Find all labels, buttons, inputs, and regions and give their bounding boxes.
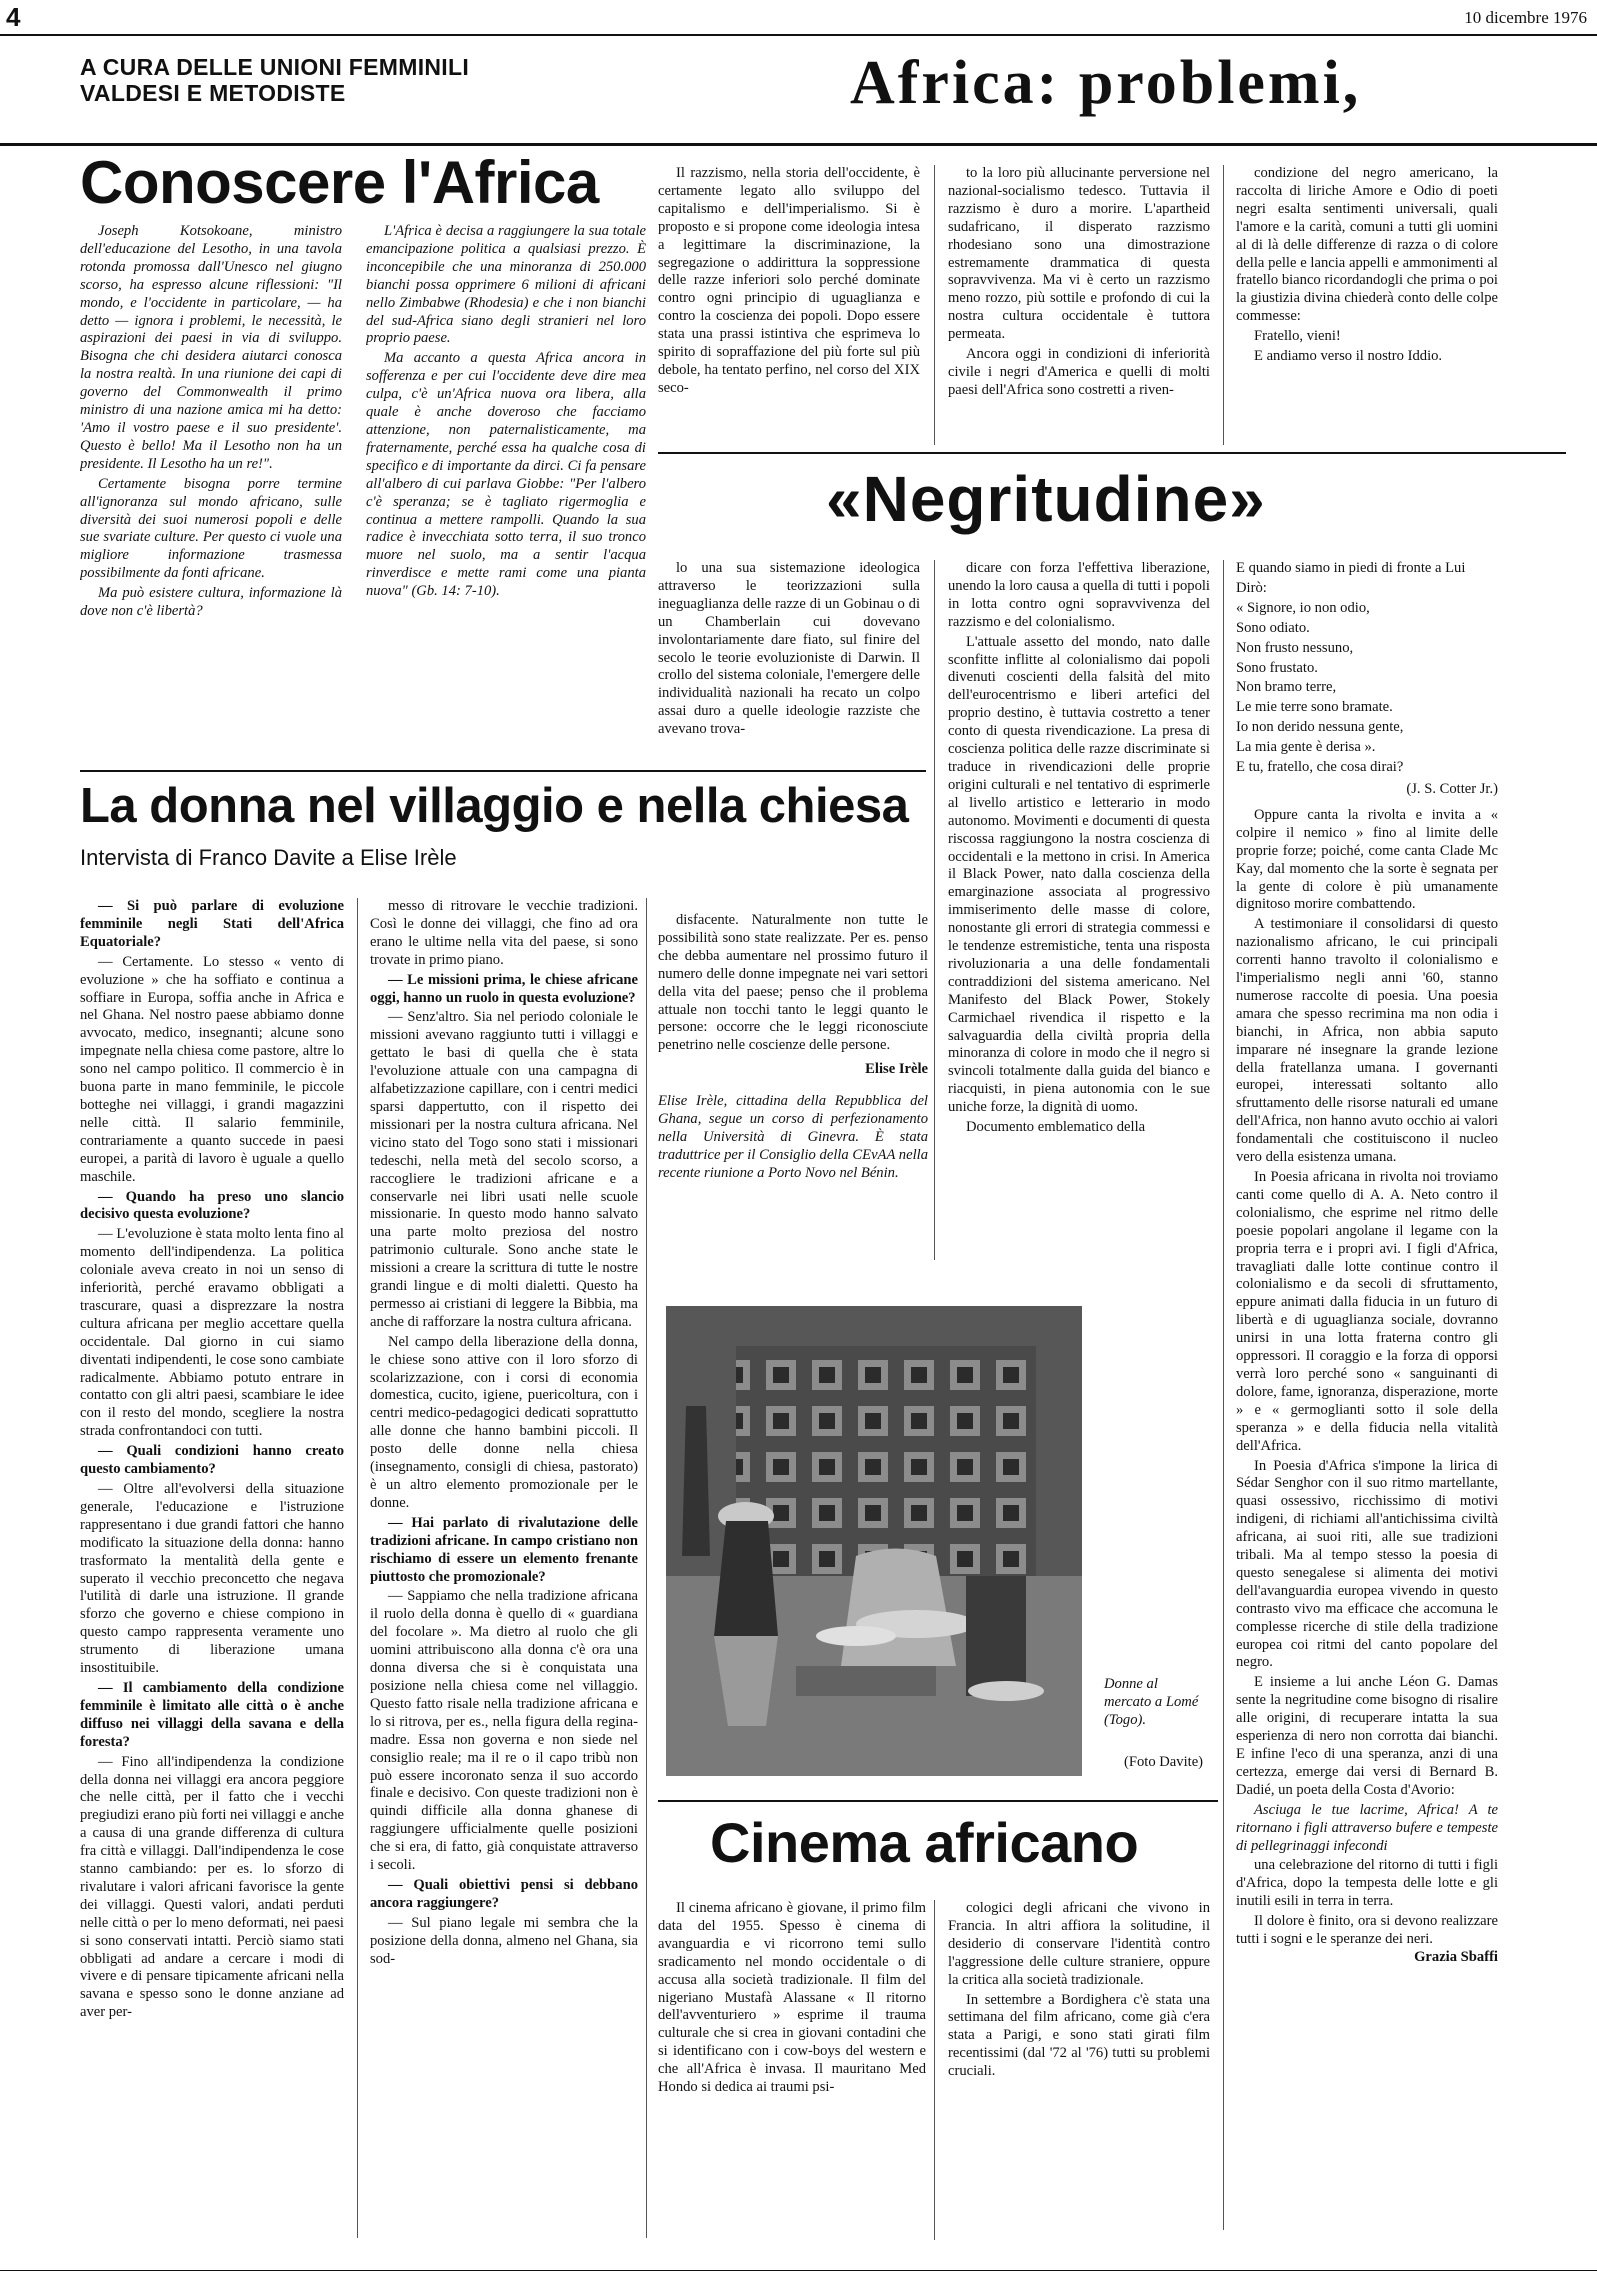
banner-rule [0,143,1597,146]
interview-answer: — Senz'altro. Sia nel periodo coloniale le missioni avevano raggiunto tutti i villaggi e gettato le basi di quella che è stata l'evoluzione attuale con una campagna di alfabetizzazione capillare, con i centri medici sparsi dappertutto, con il rispetto dei missionari per la nostra cultura africana. Nel vicino stato del Togo sono stati i missionari tedeschi, nella metà del secolo scorso, a raccogliere le tradizioni africane e a conservarle nei libri usati nelle scuole missionarie. In questo modo hanno salvato una parte molto preziosa del nostro patrimonio culturale. Sono anche state le missioni a creare la scrittura di tutte le nostre grandi lingue e di molti dialetti. Questo ha permesso ai cristiani di leggere la Bibbia, ma anche di rafforzare la nostra cultura africana. [370,1009,638,1330]
column-rule [934,1900,935,2240]
column-rule [934,560,935,1260]
interview-signature: Elise Irèle [865,1061,928,1078]
interview-answer: messo di ritrovare le vecchie tradizioni. Così le donne dei villaggi, che fino ad ora erano le ultime nella vita del paese, si sono trovate in primo piano. [370,898,638,968]
negritudine-paragraph: lo una sua sistemazione ideologica attraverso le teorizzazioni sulla ineguaglianza delle razze di un Gobinau o di un Chamberlain cui dovevano involontariamente dare fiato, sul finire del secolo le teorie evoluzioniste di Darwin. Il crollo del sistema coloniale, l'emergere delle individualità nazionali ha recato un colpo assai duro a quelle ideologie razziste che avevano trova- [658,560,920,738]
poem-line: « Signore, io non odio, [1236,599,1370,616]
donna-col-2 [370,898,638,2238]
interview-answer: — Sappiamo che nella tradizione africana il ruolo della donna è quello di « guardiana del focolare ». Ma dietro al ruolo che gli uomini attribuiscono alla donna c'è ora una donna diversa che si è conquistata una posizione nella chiesa come nel villaggio. Questo fatto risale nella tradizione africana e lo si ritrova, per es., nella figura della regina-madre. Essa non governa e non siede nel consiglio reale; ma il re o il capo tribù non può essere incoronato senza il suo accordo finale e decisivo. Con queste tradizioni non è quindi difficile alla donna ghanese di raggiungere ufficialmente quelle posizioni che si era, di fatto, già conquistate attraverso i secoli. [370,1588,638,1874]
donna-title: La donna nel villaggio e nella chiesa [80,779,909,833]
interview-question: — Quando ha preso uno slancio decisivo questa evoluzione? [80,1188,344,1223]
column-rule [646,898,647,2238]
column-rule [934,165,935,445]
article-author: Grazia Sbaffi [1414,1948,1498,1965]
conoscere-title: Conoscere l'Africa [80,149,599,216]
footer-rule [0,2270,1597,2271]
negritudine-rule [658,452,1566,454]
issue-date: 10 dicembre 1976 [1464,8,1587,27]
poem-line: Sono odiato. [1236,619,1310,636]
conoscere-paragraph: Ma accanto a questa Africa ancora in sofferenza e per cui l'occidente deve dire mea culpa, c'è un'Africa nuova ora libera, alla quale è anche doveroso che facciamo attenzione, non paternalisticamente, ma fraternamente, perché essa ha qualche cosa di specifico e di importante da dirci. Ci fa pensare all'albero di cui parlava Giobbe: "Per l'albero c'è speranza; se è tagliato rigermoglia e continua a mettere rampolli. Quando la sua radice è invecchiata sotto terra, il suo tronco muore nel suolo, ma a sentir l'acqua rinverdisce e mette rami come una pianta nuova" (Gb. 14: 7-10). [366,350,646,600]
interview-question: — Quali obiettivi pensi si debbano ancora raggiungere? [370,1876,638,1911]
negritudine-paragraph: Il razzismo, nella storia dell'occidente, è certamente legato allo sviluppo del capitalismo e dell'imperialismo. Si è proposto e si propone come ideologia intesa a legittimare la discriminazione, la segregazione o addirittura la soppressione delle razze inferiori solo perché dominate contro ogni principio di uguaglianza e contro la coscienza dei popoli. Dopo essere stata una prassi istintiva che esprimeva lo spirito di sopraffazione del più forte sul più debole, ha tentato perfino, nel corso del XIX seco- [658,165,920,396]
cinema-paragraph: Il cinema africano è giovane, il primo film data del 1955. Spesso è cinema di avanguardia e vi ricorrono temi sullo sradicamento nel mondo occidentale o di accusa alla società tradizionale. Il film del nigeriano Mustafà Alassane « Il ritorno dell'avventuriero » esprime il trauma culturale che si crea in giovani contadini che si identificano con i cow-boys del western e che all'Africa è invasa. Il mauritano Med Hondo si dedica ai traumi psi- [658,1900,926,2096]
cotter-poem [1236,560,1498,777]
conoscere-paragraph: L'Africa è decisa a raggiungere la sua totale emancipazione politica a qualsiasi prezzo. È inconcepibile che una minoranza di 250.000 bianchi possa opprimere 6 milioni di africani nello Zimbabwe (Rhodesia) e che i non bianchi del sud-Africa siano degli stranieri nel loro proprio paese. [366,223,646,347]
conoscere-col-1 [80,223,342,763]
interview-question: — Hai parlato di rivalutazione delle tradizioni africane. In campo cristiano non rischiamo di essere un elemento frenante piuttosto che promozionale? [370,1514,638,1585]
cinema-title: Cinema africano [710,1811,1139,1874]
conoscere-col-2 [366,223,646,763]
negritudine-col-b [948,560,1210,1255]
donna-col-3 [658,912,928,1242]
column-rule [1223,165,1224,445]
cinema-paragraph: cologici degli africani che vivono in Francia. In altri affiora la solitudine, il desiderio di conservare l'identità contro l'aggressione delle culture straniere, oppure la critica alla società tradizionale. [948,1900,1210,1988]
market-scene-illustration [666,1306,1082,1776]
interview-answer: — Oltre all'evolversi della situazione generale, l'educazione e l'istruzione rappresentano i due grandi fattori che hanno modificato la situazione della donna: hanno trasformato la mentalità della gente e superato il vecchio preconcetto che negava l'utilità di darle una istruzione. Il grande sforzo che governo e chiese compiono in questo campo rappresenta veramente uno strumento di liberazione umana insostituibile. [80,1481,344,1677]
banner-headline: Africa: problemi, [850,49,1362,117]
negritudine-paragraph: E andiamo verso il nostro Iddio. [1254,348,1443,365]
negritudine-title: «Negritudine» [826,463,1266,535]
poem-line: Non frusto nessuno, [1236,639,1354,656]
negritudine-quote: Fratello, vieni! [1254,328,1341,345]
section-label [80,54,469,106]
cinema-col-2 [948,1900,1210,2240]
conoscere-paragraph: Ma può esistere cultura, informazione là dove non c'è libertà? [80,585,342,620]
poem-line: E quando siamo in piedi di fronte a Lui [1236,560,1466,576]
negritudine-paragraph: condizione del negro americano, la raccolta di liriche Amore e Odio di poeti negri esalta sentimenti universali, quali l'amore e la carità, comuni a tutti gli uomini al di là delle differenze di razza o di colore della pelle e lancia appelli e ammonimenti al fratello bianco ricordandogli che prima o poi la giustizia divina chiederà conto delle colpe commesse: [1236,165,1498,325]
interview-question: — Si può parlare di evoluzione femminile negli Stati dell'Africa Equatoriale? [80,898,344,950]
poem-line: La mia gente è derisa ». [1236,739,1376,756]
negritudine-paragraph: Documento emblematico della [966,1119,1146,1136]
interview-answer: disfacente. Naturalmente non tutte le possibilità sono state realizzate. Per es. penso che debba aumentare nel prossimo futuro il numero delle donne impegnate nei vari settori della vita del paese; penso che il problema attuale non tocchi tanto le leggi quanto le persone: occorre che le leggi riconosciute penetrino nelle coscienze delle persone. [658,912,928,1054]
donna-rule [80,770,926,772]
page-number: 4 [6,2,21,32]
column-rule [1223,560,1224,2230]
interview-answer: — Fino all'indipendenza la condizione della donna nei villaggi era ancora peggiore che nelle città, per il fatto che i vecchi pregiudizi erano più forti nei villaggi e anche a causa di una grande differenza di cultura fra città e villaggi. Dall'indipendenza le cose stanno cambiando: per es. lo sforzo di rivalutare i valori africani favorisce la gente dei villaggi. Questi valori, andati perduti nelle città o per lo meno deformati, nei paesi si sono conservati intatti. Perciò siamo stati obbligati ad andare a cercare i modi di vivere e di pensare tipicamente africani nella savana e spesso sono le donne anziane ad aver per- [80,1753,344,2021]
negritudine-paragraph: E insieme a lui anche Léon G. Damas sente la negritudine come bisogno di risalire alle origini, di recuperare intatta la sua esperienza di nero non corrotta dai bianchi. E infine l'eco di una speranza, anzi di una certezza, emerge dai versi di Bernard B. Dadié, un poeta della Costa d'Avorio: [1236,1674,1498,1798]
negritudine-col-a [658,560,920,765]
cinema-col-1 [658,1900,926,2240]
interview-question: — Le missioni prima, le chiese africane oggi, hanno un ruolo in questa evoluzione? [370,971,638,1006]
negritudine-paragraph: Oppure canta la rivolta e invita a « colpire il nemico » fino al limite delle proprie forze; poiché, come canta Clade Mc Kay, dal momento che la sorte è segnata per la gente di colore è più umanamente dignitoso morire combattendo. [1236,806,1498,913]
interview-answer: — Sul piano legale mi sembra che la posizione della donna, almeno nel Ghana, sia sod- [370,1914,638,1967]
poem-author: (J. S. Cotter Jr.) [1406,780,1498,797]
cinema-rule [658,1800,1218,1802]
poem-line: Io non derido nessuna gente, [1236,719,1404,736]
poem-line: E tu, fratello, che cosa dirai? [1236,759,1404,776]
section-line-1: A CURA DELLE UNIONI FEMMINILI [80,54,470,80]
poem-line: Non bramo terre, [1236,679,1337,696]
donna-subtitle: Intervista di Franco Davite a Elise Irèle [80,845,457,870]
poem-line: Dirò: [1236,579,1267,596]
section-line-2: VALDESI E METODISTE [80,80,346,106]
header-rule [0,34,1597,36]
photo-credit: (Foto Davite) [1124,1754,1204,1770]
interview-question: — Quali condizioni hanno creato questo cambiamento? [80,1443,344,1478]
dadie-verse: Asciuga le tue lacrime, Africa! A te ritornano i figli attraverso bufere e tempeste di pellegrinaggi infecondi [1236,1801,1498,1854]
conoscere-paragraph: Joseph Kotsokoane, ministro dell'educazione del Lesotho, in una tavola rotonda promossa dall'Unesco nel giugno scorso, ha espresso alcune riflessioni: "Il mondo, e l'occidente in particolare, — ha detto — ignora i problemi, le necessità, le aspirazioni dei paesi in via di sviluppo. Bisogna che chi desidera aiutarci conosca la nostra realtà. In una riunione dei capi di governo del Commonwealth il primo ministro di una nazione amica mi ha detto: 'Amo il vostro paese e il suo presidente'. Questo è bello! Ma il Lesotho non ha un presidente. Il Lesotho ha un re!". [80,223,342,472]
conoscere-paragraph: Certamente bisogna porre termine all'ignoranza sul mondo africano, sulle diversità dei suoi numerosi popoli e delle sue svariate culture. Per questo ci vuole una migliore informazione trasmessa possibilmente da fonti africane. [80,475,342,582]
cinema-paragraph: In settembre a Bordighera c'è stata una settimana del film africano, come già c'era stata a Parigi, e sono stati girati film recentissimi (dal '72 al '76) tutti su problemi cruciali. [948,1991,1210,2080]
interviewee-bio: Elise Irèle, cittadina della Repubblica del Ghana, segue un corso di perfezionamento nella Università di Ginevra. È stata traduttrice per il Consiglio della CEvAA nella recente riunione a Porto Novo nel Bénin. [658,1093,928,1181]
negritudine-top-col-3 [1236,165,1498,447]
negritudine-top-col-1 [658,165,920,447]
poem-line: Sono frustato. [1236,659,1318,676]
negritudine-paragraph: A testimoniare il consolidarsi di questo nazionalismo africano, le cui principali correnti hanno travolto il colonialismo e l'imperialismo negli anni '60, stanno numerose raccolte di poesia. Una poesia amara che spesso recrimina ma non odia i bianchi, in Africa, non abbia saputo imparare né insegnare la grande lezione della fratellanza umana. I governanti europei, interessati soltanto allo sfruttamento delle risorse naturali ed umane dell'Africa, non hanno avuto occhio ai valori fondamentali che costituiscono il nucleo vero della esistenza umana. [1236,916,1498,1166]
interview-answer: — Certamente. Lo stesso « vento di evoluzione » che ha soffiato e continua a soffiare in Europa, soffia anche in Africa e nel Ghana. Nel nostro paese abbiamo donne avvocato, medico, insegnanti; alcune sono impegnate nella chiesa come pastore, altre lo sono nel campo politico. Il commercio è in buona parte in mano femminile, le piccole botteghe nei villaggi, i grandi magazzini nelle città. Il salario femminile, contrariamente a quanto succede in paesi europei, a parità di lavoro è uguale a quello maschile. [80,953,344,1185]
donna-col-1 [80,898,344,2238]
interview-question: — Il cambiamento della condizione femminile è limitato alle città o è anche diffuso nei villaggi della savana e della foresta? [80,1679,344,1750]
negritudine-paragraph: dicare con forza l'effettiva liberazione, unendo la loro causa a quella di tutti i popoli in lotta contro ogni sopravvivenza del razzismo e del colonialismo. [948,560,1210,630]
negritudine-paragraph: una celebrazione del ritorno di tutti i figli d'Africa, dopo la tempesta delle lotte e gli inutili esili in terra in terra. [1236,1857,1498,1910]
negritudine-paragraph: In Poesia d'Africa s'impone la lirica di Sédar Senghor con il suo ritmo martellante, quasi ossessivo, ricchissimo di motivi indigeni, di richiami all'antichissima civiltà africana, ai suoi riti, alle sue tradizioni tribali. Ma al tempo stesso la poesia di questo senegalese si alimenta dei motivi dell'avanguardia europea vivendo in questo contrasto vivo ma efficace che accomuna le complesse ricerche di stile della tradizione europea coi ritmi del canto popolare del negro. [1236,1457,1498,1671]
market-photo [666,1306,1082,1776]
interview-answer: — L'evoluzione è stata molto lenta fino al momento dell'indipendenza. La politica coloniale aveva creato in noi un senso di inferiorità, perché eravamo obbligati a trascurare, quasi a disprezzare la nostra cultura africana per meglio accettare quella occidentale. Dal giorno in cui siamo diventati indipendenti, le cose sono cambiate radicalmente. Abbiamo potuto entrare in contatto con gli altri paesi, scambiare le idee con il resto del mondo, scegliere la nostra strada confrontandoci con tutti. [80,1226,344,1440]
poem-line: Le mie terre sono bramate. [1236,699,1393,716]
negritudine-paragraph: In Poesia africana in rivolta noi troviamo canti come quello di A. A. Neto contro il colonialismo, che esprime nel ritmo delle poesie popolari angolane il legame con la propria terra e i propri avi. I figli d'Africa, travagliati dalle lotte continue contro il colonialismo e da secoli di sfruttamento, eppure animati dalla fiducia in un futuro di libertà e di uguaglianza sociale, dovranno unirsi in una lotta fraterna contro gli oppressori. Il coraggio e la forza di opporsi verrà loro perché sono « sanguinanti di dolore, fame, ignoranza, disperazione, morte » e « germoglianti sotto il sole della speranza » e della fiducia nella vitalità dell'Africa. [1236,1169,1498,1454]
interview-answer: Nel campo della liberazione della donna, le chiese sono attive con il loro sforzo di scolarizzazione, con i corsi di economia domestica, cucito, igiene, puericoltura, con i centri medico-pedagogici dedicati soprattutto alle donne che hanno bambini piccoli. Il posto delle donne nella chiesa (insegnamento, consigli di chiesa, pastorato) è un altro elemento promozionale per le donne. [370,1333,638,1511]
photo-caption: Donne al mercato a Lomé (Togo). [1104,1676,1199,1728]
negritudine-paragraph: L'attuale assetto del mondo, nato dalle sconfitte inflitte al colonialismo dai popoli divenuti coscienti della falsità del mito dell'eurocentrismo e liberi artefici del proprio destino, è tuttavia costretto a tener conto di questa rivendicazione. La presa di coscienza politica delle razze discriminate si traduce in rivendicazioni delle proprie origini culturali e nel tentativo di esprimerle al livello artistico e letterario in modo autonomo. Movimenti e documenti di questa riscossa raggiungono la nostra coscienza di occidentali e la mettono in crisi. In America il Black Power, nato dalla coscienza della emarginazione associata al progressivo immiserimento delle masse di colore, nonostante gli errori di strategia commessi e le tendenze estremistiche, tenta una risposta rivoluzionaria a una delle fondamentali contraddizioni del sistema americano. Nel Manifesto del Black Power, Stokely Carmichael rivendica il rispetto e la salvaguardia della civiltà propria della minoranza di colore in modo che il negro si svincoli totalmente dalla guida del bianco e riacquisti, in piena autonomia con le sue uniche forze, la dignità di uomo. [948,633,1210,1116]
negritudine-col-c [1236,560,1498,2230]
negritudine-paragraph: to la loro più allucinante perversione nel nazional-socialismo tedesco. Tuttavia il razzismo è duro a morire. L'apartheid sudafricano, il disperato razzismo rhodesiano sono una dimostrazione estremamente drammatica di questa sopravvivenza. Ma vi è certo un razzismo meno rozzo, più sottile e profondo di cui la nostra cultura occidentale è tuttora permeata. [948,165,1210,343]
negritudine-paragraph: Il dolore è finito, ora si devono realizzare tutti i sogni e le speranze dei neri. [1236,1913,1498,1948]
column-rule [357,898,358,2238]
negritudine-top-col-2 [948,165,1210,447]
negritudine-paragraph: Ancora oggi in condizioni di inferiorità civile i negri d'America e quelli di molti paesi dell'Africa sono costretti a riven- [948,346,1210,398]
